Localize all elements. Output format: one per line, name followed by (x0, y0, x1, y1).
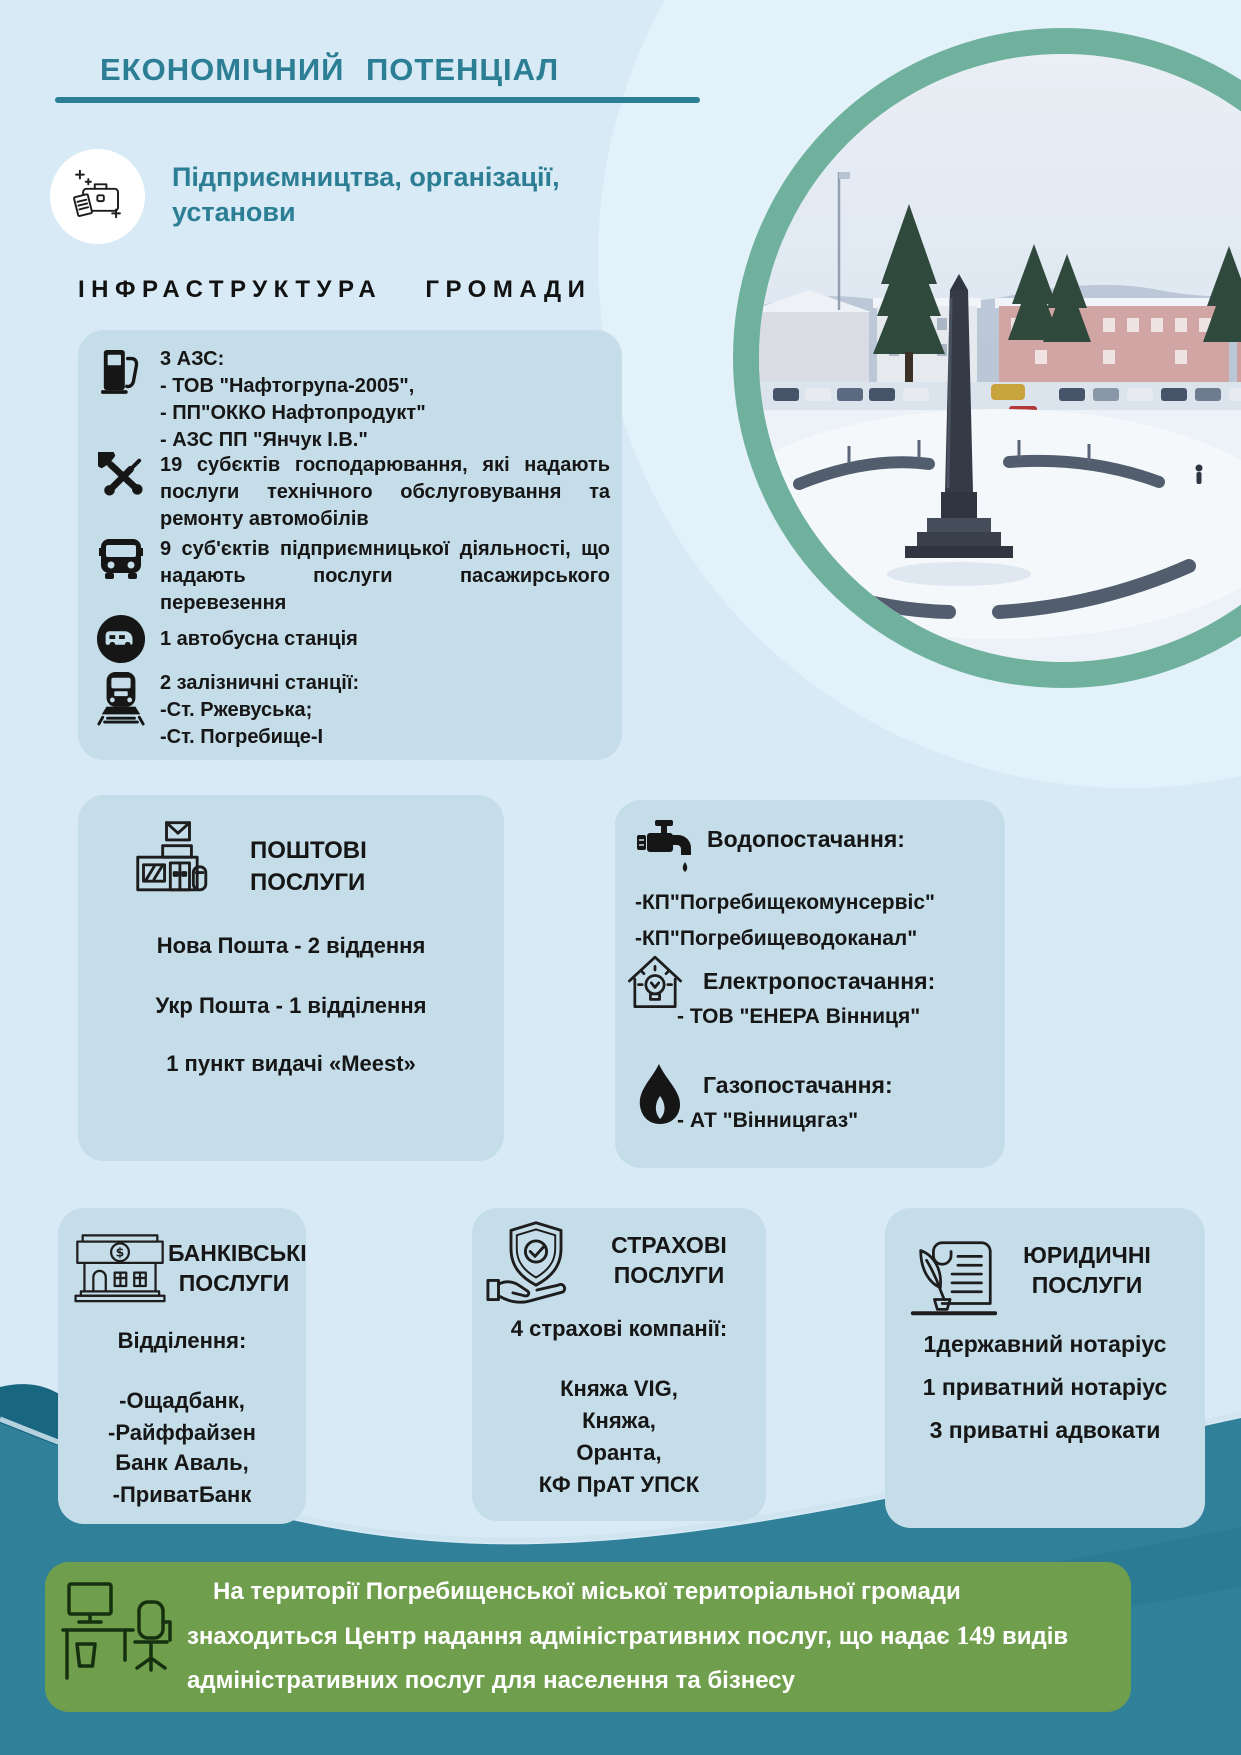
infra-text (160, 346, 610, 454)
infra-text: 19 субєктів господарювання, які надають послуги технічного обслуговування та ремонту автомобілів (160, 454, 610, 530)
infra-line: 3 АЗС: (160, 348, 225, 370)
water-item: -КП"Погребищеводоканал" (635, 927, 918, 950)
repair-tools-icon (94, 452, 148, 498)
insurance-box (472, 1208, 766, 1521)
briefcase-badge (50, 149, 145, 244)
banking-label: Відділення: (117, 1328, 247, 1353)
banking-item: -ПриватБанк (112, 1482, 252, 1507)
infra-item-gas-stations (94, 346, 610, 454)
legal-box (885, 1208, 1205, 1528)
legal-item: 1 приватний нотаріус (922, 1374, 1168, 1400)
infra-text: 1 автобусна станція (160, 628, 358, 650)
banking-items (58, 1386, 306, 1512)
gas-heading: Газопостачання: (703, 1072, 893, 1098)
postal-item: Нова Пошта - 2 віддення (156, 933, 426, 958)
postal-box (78, 795, 504, 1161)
water-item: -КП"Погребищекомунсервіс" (635, 891, 936, 914)
bank-icon (72, 1230, 168, 1315)
infra-item-passenger-transport (94, 536, 610, 617)
infra-item-bus-station (94, 614, 610, 664)
infra-line: -Ст. Ржевуська; (160, 699, 313, 721)
banking-heading: БАНКІВСЬКІ ПОСЛУГИ (168, 1240, 307, 1296)
banner-line: На території Погребищенської міської територіальної громади (213, 1578, 961, 1605)
electricity-heading: Електропостачання: (703, 968, 936, 994)
insurance-item: Княжа, (582, 1408, 656, 1433)
infra-item-car-service (94, 452, 610, 533)
admin-banner-text (187, 1570, 1111, 1703)
banking-item: -Райффайзен Банк Аваль, (108, 1420, 256, 1475)
infra-text (160, 670, 610, 751)
banner-line2-before: знаходиться Центр надання адміністративних послуг, що надає (187, 1623, 950, 1650)
utilities-box (615, 800, 1005, 1168)
post-office-icon (130, 815, 226, 912)
postal-item: 1 пункт видачі «Meest» (166, 1051, 416, 1076)
legal-item: 1державний нотаріус (923, 1331, 1167, 1357)
banner-count: 149 (956, 1621, 996, 1650)
electricity-item: - ТОВ "ЕНЕРА Вінниця" (677, 1005, 921, 1028)
subtitle: Підприємництва, організації, установи (172, 162, 560, 227)
banking-item: -Ощадбанк, (119, 1388, 245, 1413)
infra-text: 9 суб'єктів підприємницької діяльності, що надають послуги пасажирського перевезення (160, 538, 610, 614)
infra-line: 2 залізничні станції: (160, 672, 360, 694)
banner-line (187, 1614, 1111, 1659)
legal-items (885, 1326, 1205, 1455)
legal-item: 3 приватні адвокати (929, 1417, 1161, 1443)
insurance-items (472, 1374, 766, 1502)
postal-item: Укр Пошта - 1 відділення (155, 993, 427, 1018)
insurance-item: Оранта, (576, 1440, 662, 1465)
infra-line: - ПП"ОККО Нафтопродукт" (160, 402, 426, 424)
infra-line: - АЗС ПП "Янчук І.В." (160, 429, 368, 451)
admin-workspace-icon (59, 1576, 179, 1701)
gas-item: - АТ "Вінницягаз" (677, 1109, 859, 1132)
briefcase-icon (67, 163, 129, 230)
banner-line: адміністративних послуг для населення та бізнесу (187, 1667, 795, 1694)
town-square-photo-illustration (759, 54, 1241, 662)
insurance-label: 4 страхові компанії: (510, 1316, 728, 1341)
svg-text:$: $ (115, 1244, 125, 1260)
infra-line: - ТОВ "Нафтогрупа-2005", (160, 375, 415, 397)
water-tap-icon (635, 818, 695, 881)
section-heading: ІНФРАСТРУКТУРА ГРОМАДИ (78, 276, 592, 303)
fuel-pump-icon (94, 346, 148, 396)
train-icon (94, 670, 148, 726)
insurance-item: КФ ПрАТ УПСК (538, 1472, 700, 1497)
page-title: ЕКОНОМІЧНИЙ ПОТЕНЦІАЛ (100, 52, 560, 87)
insurance-heading: СТРАХОВІ ПОСЛУГИ (611, 1232, 727, 1288)
banner-line2-after: видів (1002, 1623, 1069, 1650)
insurance-item: Княжа VIG, (560, 1376, 678, 1401)
infrastructure-box (78, 330, 622, 760)
infra-line: -Ст. Погребище-І (160, 726, 324, 748)
admin-banner (45, 1562, 1131, 1712)
bus-icon (94, 536, 148, 580)
title-underline (55, 97, 700, 103)
insurance-shield-icon (486, 1218, 586, 1317)
water-heading: Водопостачання: (707, 826, 905, 852)
postal-heading: ПОШТОВІ ПОСЛУГИ (250, 837, 367, 896)
legal-scroll-icon (905, 1230, 1003, 1329)
bus-station-icon (94, 614, 148, 664)
banking-box (58, 1208, 306, 1524)
infra-item-railway (94, 670, 610, 751)
legal-heading: ЮРИДИЧНІ ПОСЛУГИ (1023, 1242, 1151, 1298)
